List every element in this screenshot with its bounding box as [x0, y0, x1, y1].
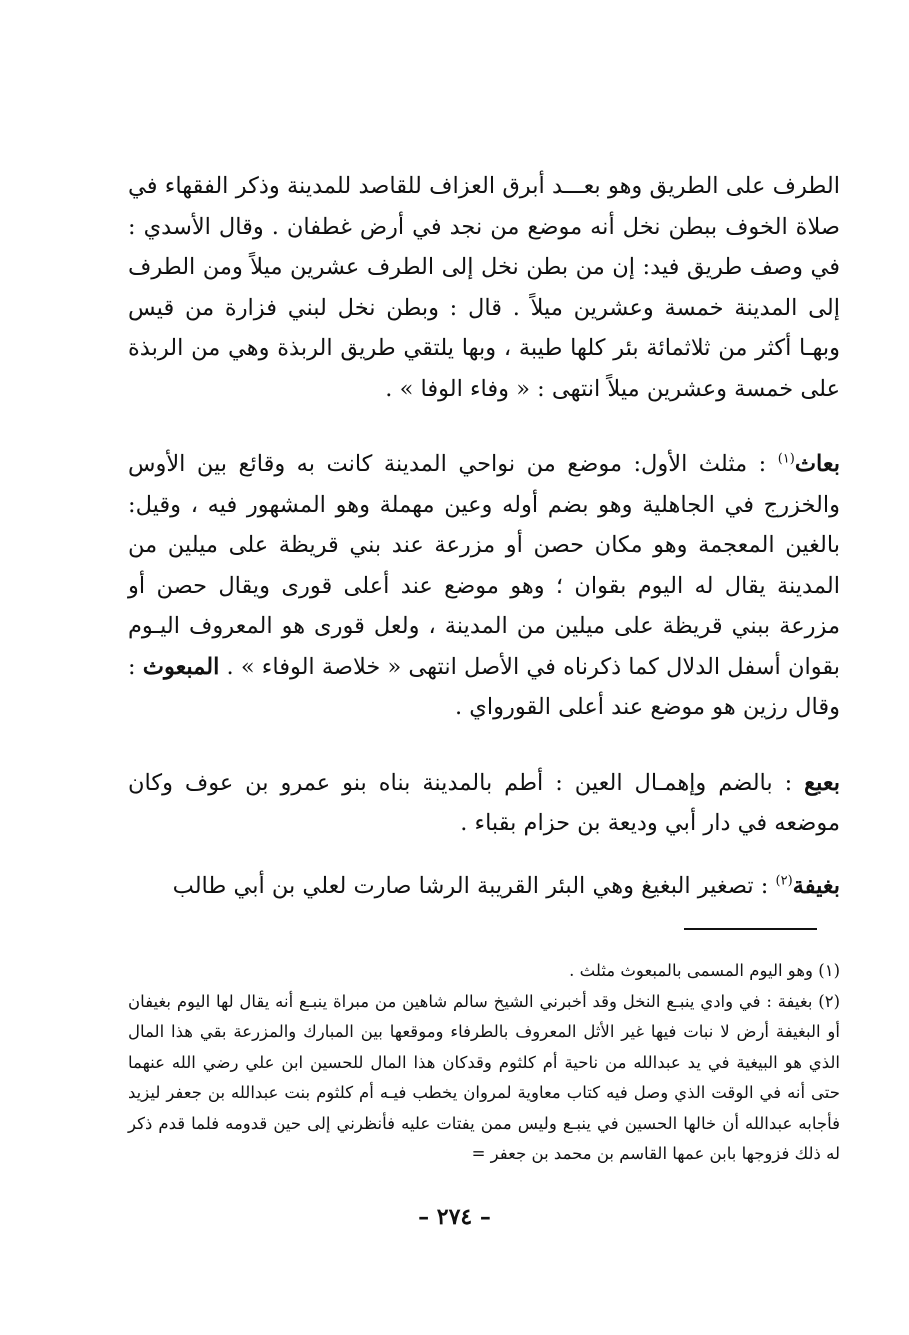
paragraph-baba — [128, 763, 840, 844]
headword-bughayfa: بغيفة — [792, 872, 840, 899]
footnotes — [128, 956, 840, 1170]
headword-buath: بعاث — [794, 451, 840, 477]
paragraph-buath — [128, 444, 840, 728]
footnote-1: (١) وهو اليوم المسمى بالمبعوث مثلث . — [569, 961, 840, 980]
headword-mabuth: المبعوث — [142, 653, 220, 680]
paragraph-buath-text-a: : مثلث الأول: موضع من نواحي المدينة كانت به وقائع بين الأوس والخزرج في الجاهلية وهو بضم أوله وعين مهملة وهو المشهور فيه ، وقيل: بالغين المعجمة وهو مكان حصن أو مزرعة عند بني قريظة على ميلين من المدينة يقال له اليوم بقوان ؛ وهو موضع عند أعلى قورى ويقال حصن أو مزرعة ببني قريظة على ميلين من المدينة ، ولعل قورى هو المعروف اليـوم بقوان أسفل الدلال كما ذكرناه في الأصل انتهى « خلاصة الوفاء » . — [128, 451, 841, 680]
footnote-2: (٢) بغيفة : في وادي ينبـع النخل وقد أخبرني الشيخ سالم شاهين من مبراة ينبـع أنه يقال لها اليوم بغيفان أو البغيفة أرض لا نبات فيها غير الأثل المعروف بالطرفاء وموقعها بين المبارك والمزرعة بقي هذا المال الذي هو البيغية في يد عبدالله من ناحية أم كلثوم وقدكان هذا المال للحسين ابن علي رضي الله عنهما حتى أنه في الوقت الذي وصل فيه كتاب معاوية لمروان يخطب فيـه أم كلثوم بنت عبدالله بن جعفر ليزيد فأجابه عبدالله أن خالها الحسين في ينبـع وليس ممن يفتات عليه فأنظرني إلى حين قدومه فلما قدم ذكر له ذلك فزوجها بابن عمها القاسم بن محمد بن جعفر = — [128, 991, 840, 1163]
page-number: – ٢٧٤ – — [418, 1204, 491, 1230]
paragraph-buath-text-b: : وقال رزين هو موضع عند أعلى القورواي . — [128, 653, 840, 720]
footnote-divider — [684, 928, 817, 930]
main-text — [128, 166, 840, 906]
paragraph-baba-text: : بالضم وإهمـال العين : أطم بالمدينة بناه بنو عمرو بن عوف وكان موضعه في دار أبي وديعة بن حزام بقباء . — [128, 769, 840, 836]
footnote-ref-1: (١) — [777, 451, 795, 467]
headword-baba: بعبع — [804, 769, 840, 796]
paragraph-tarf: الطرف على الطريق وهو بعـــد أبرق العزاف للقاصد للمدينة وذكر الفقهاء في صلاة الخوف ببطن نخل أنه موضع من نجد في أرض غطفان . وقال الأسدي : في وصف طريق فيد: إن من بطن نخل إلى الطرف عشرين ميلاً ومن الطرف إلى المدينة خمسة وعشرين ميلاً . قال : وبطن نخل لبني فزارة من قيس وبهـا أكثر من ثلاثمائة بئر كلها طيبة ، وبها يلتقي طريق الربذة وهي من الربذة على خمسة وعشرين ميلاً انتهى : « وفاء الوفا » . — [128, 173, 840, 402]
paragraph-bughayfa — [128, 866, 840, 907]
paragraph-bughayfa-text: : تصغير البغيغ وهي البئر القريبة الرشا صارت لعلي بن أبي طالب — [172, 872, 769, 899]
footnote-ref-2: (٢) — [775, 873, 793, 888]
